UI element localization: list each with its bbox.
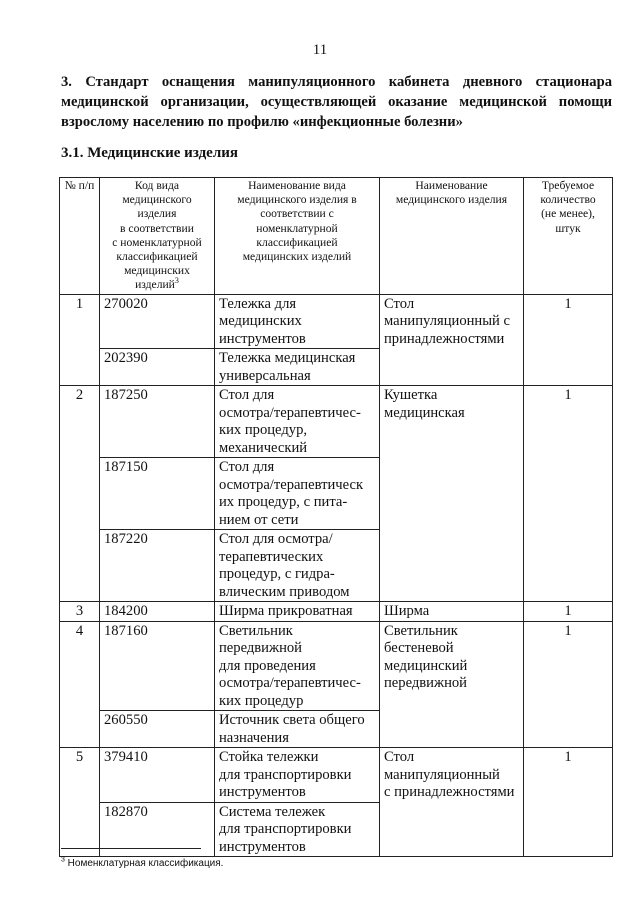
- row-code: 187250: [100, 386, 215, 458]
- table-header-row: [60, 178, 613, 295]
- row-qty: 1: [524, 294, 613, 386]
- row-qty: 1: [524, 621, 613, 748]
- table-row: [60, 386, 613, 458]
- footnote-marker: 3: [61, 856, 65, 864]
- header-code: Код вида медицинского изделия в соответствии с номенклатурной классификацией медицинских изделий$^3$: [100, 178, 215, 295]
- footnote-divider: [61, 848, 201, 849]
- row-code: 202390: [100, 349, 215, 386]
- footnote: [61, 858, 223, 869]
- row-num: 4: [60, 621, 100, 748]
- header-type-name: Наименование вида медицинского изделия в соответствии с номенклатурной классификацией медицинских изделий: [215, 178, 380, 295]
- row-code: 270020: [100, 294, 215, 349]
- header-qty: Требуемое количество (не менее), штук: [524, 178, 613, 295]
- row-num: 5: [60, 748, 100, 857]
- section-title: 3. Стандарт оснащения манипуляционного кабинета дневного стационара медицинской организации, осуществляющей оказание медицинской помощи взрослому населению по профилю «инфекционные болезни»: [61, 74, 612, 130]
- row-qty: 1: [524, 386, 613, 602]
- row-code: 187220: [100, 530, 215, 602]
- row-type-name: Тележка для медицинских инструментов: [215, 294, 380, 349]
- row-type-name: Стол для осмотра/терапевтическ их процедур, с пита- нием от сети: [215, 458, 380, 530]
- row-num: 3: [60, 602, 100, 622]
- header-num: № п/п: [60, 178, 100, 295]
- row-code: 187160: [100, 621, 215, 711]
- row-type-name: Стойка тележки для транспортировки инструментов: [215, 748, 380, 803]
- table-row: [60, 621, 613, 711]
- table-row: [60, 748, 613, 803]
- footnote-text: Номенклатурная классификация.: [64, 858, 224, 869]
- header-code-footnote-ref: 3: [174, 276, 179, 286]
- row-code: 182870: [100, 802, 215, 857]
- row-code: 187150: [100, 458, 215, 530]
- row-type-name: Система тележек для транспортировки инструментов: [215, 802, 380, 857]
- row-num: 2: [60, 386, 100, 602]
- row-num: 1: [60, 294, 100, 386]
- subsection-title: 3.1. Медицинские изделия: [61, 145, 238, 161]
- row-qty: 1: [524, 602, 613, 622]
- table-row: [60, 294, 613, 349]
- row-type-name: Ширма прикроватная: [215, 602, 380, 622]
- page-number: 11: [312, 42, 328, 58]
- row-name: Стол манипуляционный с принадлежностями: [380, 294, 524, 386]
- row-name: Ширма: [380, 602, 524, 622]
- header-name: Наименование медицинского изделия: [380, 178, 524, 295]
- row-name: Стол манипуляционный с принадлежностями: [380, 748, 524, 857]
- medical-devices-table: [59, 177, 613, 857]
- row-code: 260550: [100, 711, 215, 748]
- row-type-name: Тележка медицинская универсальная: [215, 349, 380, 386]
- row-type-name: Стол для осмотра/ терапевтических процедур, с гидра- влическим приводом: [215, 530, 380, 602]
- row-type-name: Стол для осмотра/терапевтичес- ких процедур, механический: [215, 386, 380, 458]
- row-type-name: Источник света общего назначения: [215, 711, 380, 748]
- row-qty: 1: [524, 748, 613, 857]
- row-type-name: Светильник передвижной для проведения осмотра/терапевтичес- ких процедур: [215, 621, 380, 711]
- row-code: 184200: [100, 602, 215, 622]
- row-name: Светильник бестеневой медицинский передвижной: [380, 621, 524, 748]
- row-name: Кушетка медицинская: [380, 386, 524, 602]
- row-code: 379410: [100, 748, 215, 803]
- table-row: [60, 602, 613, 622]
